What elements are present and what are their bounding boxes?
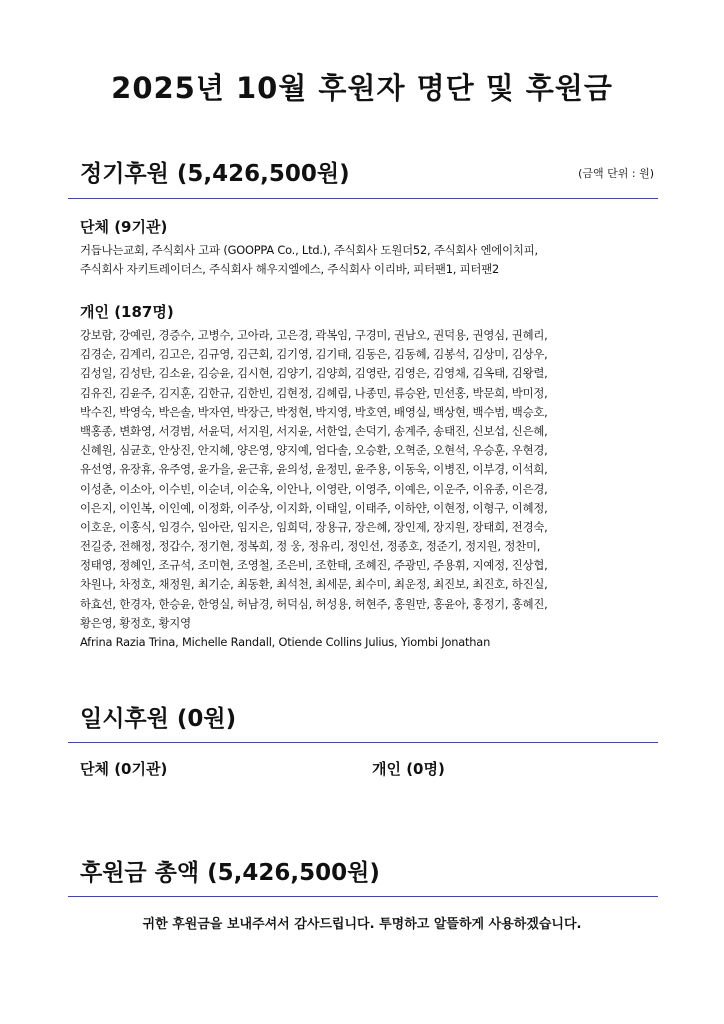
individuals-row: 신혜원, 심균호, 안상진, 안지혜, 양은영, 양지예, 엄다솔, 오승환, 오혁준, 오현석, 우승훈, 우현경, — [80, 443, 548, 458]
groups-heading: 단체 (9기관) — [80, 218, 168, 236]
individuals-row: 이은지, 이인복, 이인예, 이정화, 이주상, 이지화, 이태일, 이태주, 이하얀, 이현정, 이형구, 이혜정, — [80, 500, 548, 515]
individuals-row: 김경순, 김계리, 김고은, 김규영, 김근회, 김기영, 김기태, 김동은, 김동혜, 김봉석, 김상미, 김상우, — [80, 347, 548, 362]
regular-heading: 정기후원 (5,426,500원) — [80, 161, 350, 187]
individuals-row: 이호운, 이홍식, 임경수, 임아란, 임지은, 임희덕, 장용규, 장은혜, 장인제, 장지원, 장태희, 전경숙, — [80, 519, 548, 534]
individuals-row: 정태영, 정혜인, 조규석, 조미현, 조영철, 조은비, 조한태, 조혜진, 주광민, 주용휘, 지예정, 진상협, — [80, 558, 548, 573]
individuals-row: 이성춘, 이소아, 이수빈, 이순녀, 이순옥, 이안나, 이영란, 이영주, 이예은, 이운주, 이유종, 이은경, — [80, 481, 548, 496]
temporary-heading: 일시후원 (0원) — [80, 706, 237, 732]
individuals-row: 백홍종, 변화영, 서경범, 서윤덕, 서지원, 서지윤, 서한얼, 손덕기, 송계주, 송태진, 신보섭, 신은혜, — [80, 423, 548, 438]
divider — [68, 198, 658, 199]
individuals-row: 강보람, 강예린, 경증수, 고병수, 고아라, 고은경, 곽복임, 구경미, 권남오, 권덕용, 권영심, 권혜리, — [80, 328, 548, 342]
individuals-heading: 개인 (187명) — [80, 303, 174, 321]
individuals-row: 김성일, 김성탄, 김소윤, 김승윤, 김시현, 김양기, 김양희, 김영란, 김영은, 김영채, 김옥태, 김왕렬, — [80, 366, 548, 381]
unit-note: (금액 단위 : 원) — [578, 167, 654, 180]
divider — [68, 742, 658, 743]
individuals-row: 황은영, 황정호, 황지영 — [80, 615, 191, 630]
individuals-row: 김유진, 김윤주, 김지훈, 김한규, 김한빈, 김현정, 김혜림, 나종민, 류승완, 민선홍, 박문희, 박미정, — [80, 385, 548, 400]
page-title: 2025년 10월 후원자 명단 및 후원금 — [111, 71, 613, 105]
total-heading: 후원금 총액 (5,426,500원) — [80, 860, 380, 886]
divider — [68, 896, 658, 897]
thanks-message: 귀한 후원금을 보내주셔서 감사드립니다. 투명하고 알뜰하게 사용하겠습니다. — [142, 917, 582, 932]
groups-row: 주식회사 자키트레이더스, 주식회사 해우지엘에스, 주식회사 이리바, 피터팬1, 피터팬2 — [80, 262, 500, 277]
individuals-row: 하효선, 한경자, 한승윤, 한영실, 허남경, 허덕심, 허성용, 허현주, 홍원만, 홍윤아, 홍정기, 홍혜진, — [80, 596, 548, 611]
groups-list — [80, 241, 538, 279]
individuals-row: Afrina Razia Trina, Michelle Randall, Otiende Collins Julius, Yiombi Jonathan — [80, 635, 491, 649]
temporary-groups-heading: 단체 (0기관) — [80, 760, 168, 778]
individuals-row: 박수진, 박영숙, 박은솔, 박자연, 박장근, 박정현, 박지영, 박호연, 배영실, 백상현, 백수범, 백승호, — [80, 404, 548, 419]
temporary-individuals-heading: 개인 (0명) — [372, 760, 445, 778]
groups-row: 거듭나는교회, 주식회사 고파 (GOOPPA Co., Ltd.), 주식회사 도원더52, 주식회사 엔에이치피, — [80, 243, 538, 257]
individuals-row: 차원나, 차정호, 채정원, 최기순, 최동환, 최석천, 최세문, 최수미, 최운정, 최진보, 최진호, 하진실, — [80, 577, 548, 592]
individuals-list — [80, 326, 548, 652]
individuals-row: 유선영, 유장휴, 유주영, 윤가을, 윤근휴, 윤의성, 윤정민, 윤주용, 이동욱, 이병진, 이부경, 이석희, — [80, 462, 548, 477]
individuals-row: 전길중, 전해정, 정갑수, 정기현, 정복희, 정 웅, 정유리, 정인선, 정종호, 정준기, 정지원, 정찬미, — [80, 539, 541, 554]
